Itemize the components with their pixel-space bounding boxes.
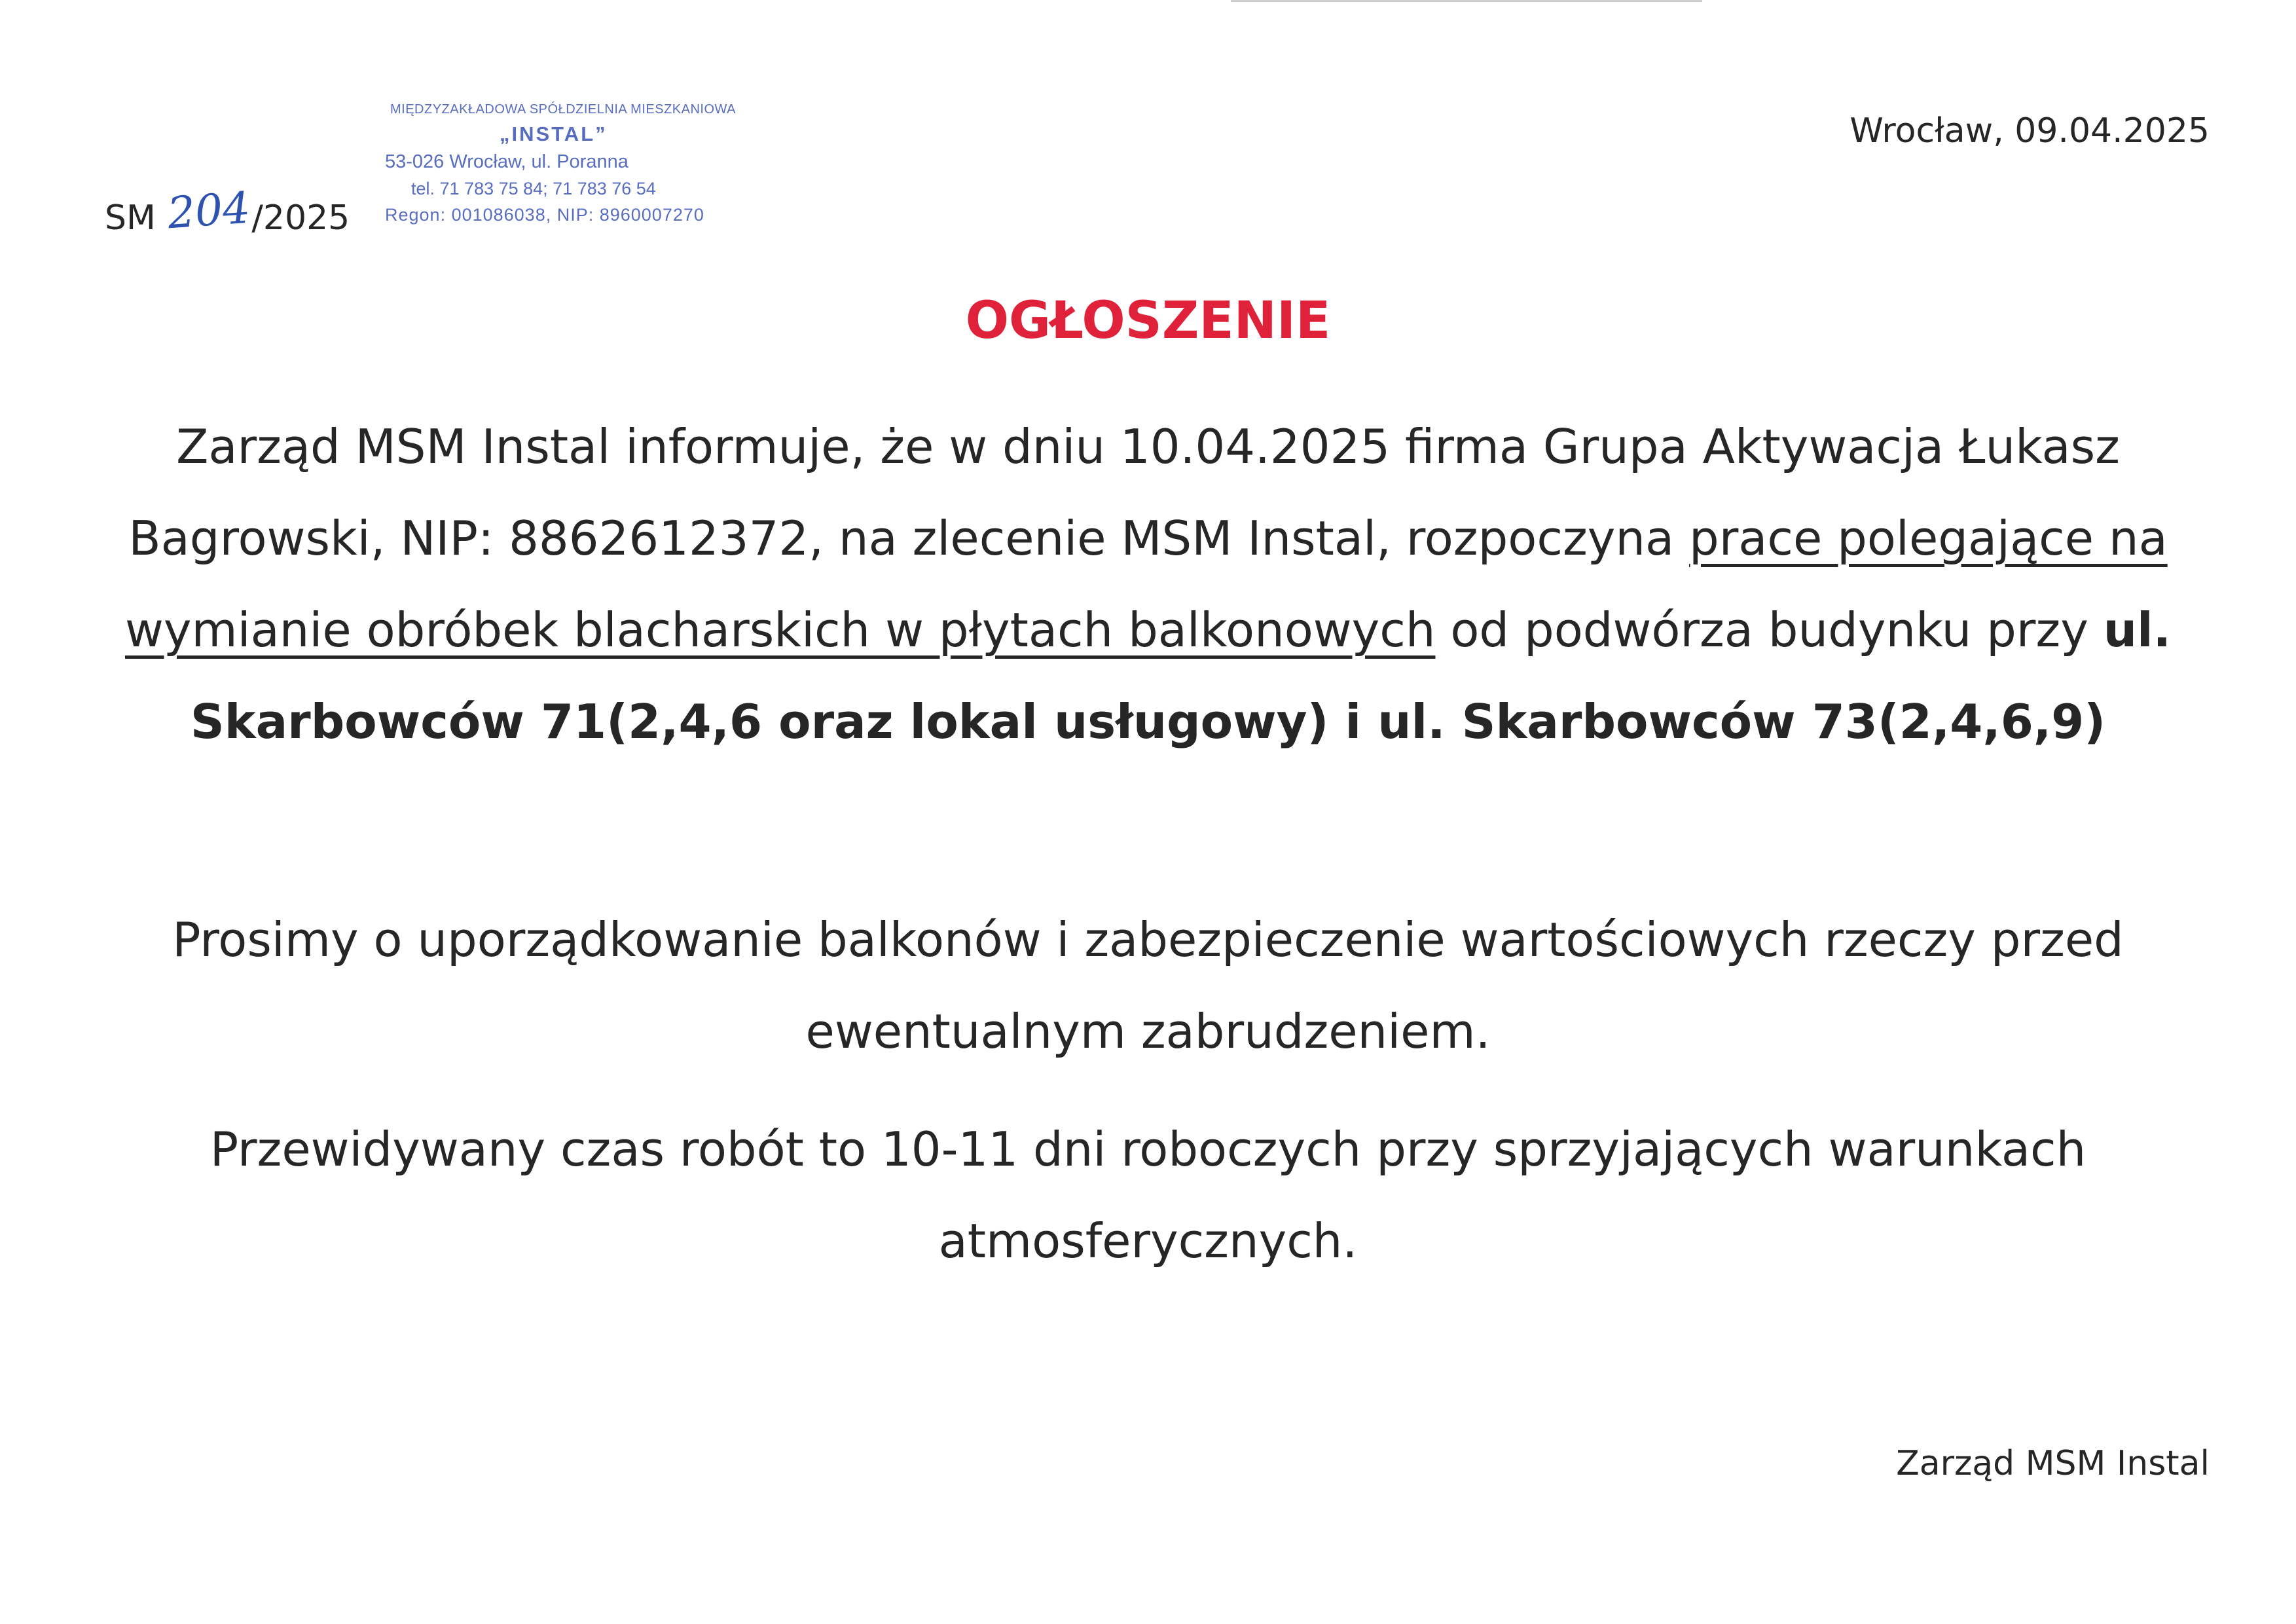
stamp-line-name: MIĘDZYZAKŁADOWA SPÓŁDZIELNIA MIESZKANIOWA	[390, 102, 736, 117]
reference-handwritten-number: 204	[166, 182, 252, 239]
stamp-line-phone: tel. 71 783 75 84; 71 783 76 54	[411, 179, 656, 198]
stamp-line-registry: Regon: 001086038, NIP: 8960007270	[385, 205, 704, 225]
works-scope-text: prace polegające na wymianie obróbek blacharskich w płytach balkonowych	[125, 511, 2168, 657]
signature: Zarząd MSM Instal	[1896, 1444, 2210, 1483]
notice-paragraph-duration: Przewidywany czas robót to 10-11 dni roboczych przy sprzyjających warunkach atmosferycznych.	[210, 1122, 2086, 1268]
notice-paragraph-works	[98, 401, 2198, 767]
notice-paragraph-request: Prosimy o uporządkowanie balkonów i zabezpieczenie wartościowych rzeczy przed ewentualnym zabrudzeniem.	[172, 912, 2124, 1059]
works-location-intro: od podwórza budynku przy	[1435, 602, 2104, 657]
notice-title: OGŁOSZENIE	[965, 291, 1331, 350]
scan-edge-line	[1231, 0, 1702, 2]
stamp-line-address: 53-026 Wrocław, ul. Poranna	[385, 151, 629, 172]
stamp-line-brand: „INSTAL”	[500, 122, 608, 145]
reference-prefix: SM	[105, 198, 167, 238]
works-intro-text: Zarząd MSM Instal informuje, że w dniu 10.04.2025 firma Grupa Aktywacja Łukasz Bagrowski, NIP: 8862612372, na zlecenie MSM Instal, rozpoczyna	[128, 419, 2120, 566]
cooperative-stamp	[385, 98, 817, 228]
reference-suffix: /2025	[251, 198, 350, 238]
place-and-date: Wrocław, 09.04.2025	[1850, 111, 2210, 151]
works-address-text: ul. Skarbowców 71(2,4,6 oraz lokal usługowy) i ul. Skarbowców 73(2,4,6,9)	[190, 602, 2171, 749]
reference-number	[105, 182, 350, 244]
